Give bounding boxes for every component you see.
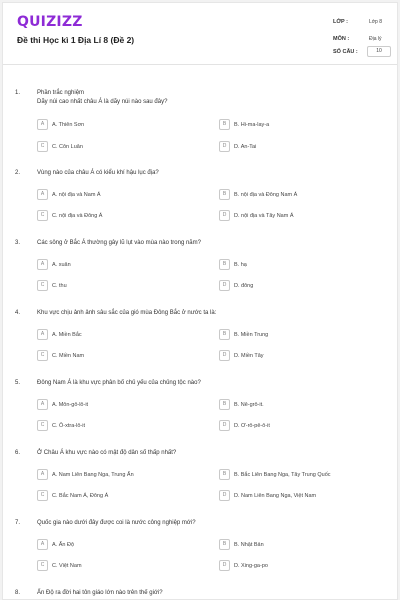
meta-count-row — [333, 46, 395, 58]
option-text: C. thu — [52, 283, 67, 289]
option-letter: B — [219, 469, 230, 480]
option-text: B. Nê-grô-it. — [234, 402, 264, 408]
question-number: 7. — [15, 520, 21, 526]
question-number: 1. — [15, 90, 21, 96]
option-b[interactable] — [219, 259, 379, 271]
option-text: C. Ô-xtra-lô-it — [52, 423, 85, 429]
option-letter: B — [219, 329, 230, 340]
option-letter: C — [37, 350, 48, 361]
question-item — [3, 579, 398, 600]
option-text: D. Nam Liên Bang Nga, Việt Nam — [234, 493, 317, 499]
worksheet-page — [2, 2, 398, 600]
option-c[interactable] — [37, 420, 197, 432]
worksheet-header — [3, 3, 397, 65]
option-text: D. An-Tai — [234, 144, 257, 150]
option-letter: A — [37, 189, 48, 200]
option-c[interactable] — [37, 490, 197, 502]
option-text: B. Nhật Bản — [234, 542, 264, 548]
option-b[interactable] — [219, 119, 379, 131]
option-letter: C — [37, 210, 48, 221]
meta-count-label: SỐ CÂU : — [333, 49, 358, 55]
option-c[interactable] — [37, 350, 197, 362]
question-item — [3, 159, 398, 229]
option-letter: A — [37, 469, 48, 480]
option-letter: C — [37, 141, 48, 152]
section-title: Phần trắc nghiệm — [37, 90, 85, 96]
option-letter: C — [37, 490, 48, 501]
option-text: A. Nam Liên Bang Nga, Trung Ấn — [52, 472, 134, 478]
question-item — [3, 79, 398, 149]
option-letter: B — [219, 259, 230, 270]
option-a[interactable] — [37, 469, 197, 481]
worksheet-title: Đề thi Học kì 1 Địa Lí 8 (Đề 2) — [17, 35, 135, 45]
option-text: B. Bắc Liên Bang Nga, Tây Trung Quốc — [234, 472, 331, 478]
meta-subject-label: MÔN : — [333, 36, 350, 42]
option-text: C. nội địa và Đông Á — [52, 213, 103, 219]
option-text: A. Ấn Độ — [52, 542, 75, 548]
meta-count-value: 10 — [367, 46, 391, 57]
question-item — [3, 439, 398, 509]
question-number: 2. — [15, 170, 21, 176]
question-number: 4. — [15, 310, 21, 316]
option-a[interactable] — [37, 259, 197, 271]
option-letter: A — [37, 539, 48, 550]
option-letter: D — [219, 280, 230, 291]
option-b[interactable] — [219, 539, 379, 551]
option-text: D. Xing-ga-po — [234, 563, 268, 569]
option-text: A. Thiên Sơn — [52, 122, 85, 128]
question-number: 6. — [15, 450, 21, 456]
option-text: D. Ơ-rô-pê-ô-it — [234, 423, 270, 429]
option-c[interactable] — [37, 560, 197, 572]
option-letter: B — [219, 399, 230, 410]
option-letter: B — [219, 539, 230, 550]
option-c[interactable] — [37, 280, 197, 292]
meta-class-value: Lớp 8 — [369, 19, 383, 25]
option-text: D. đông — [234, 283, 254, 289]
option-text: A. xuân — [52, 262, 71, 268]
option-b[interactable] — [219, 399, 379, 411]
question-number: 5. — [15, 380, 21, 386]
option-letter: B — [219, 119, 230, 130]
option-text: D. Miền Tây — [234, 353, 264, 359]
question-text: Ở Châu Á khu vực nào có mật độ dân số thấp nhất? — [37, 450, 177, 456]
option-a[interactable] — [37, 539, 197, 551]
question-text: Dãy núi cao nhất châu Á là dãy núi nào sau đây? — [37, 99, 168, 105]
option-c[interactable] — [37, 141, 197, 153]
option-d[interactable] — [219, 280, 379, 292]
question-text: Đông Nam Á là khu vực phân bố chủ yếu của chủng tộc nào? — [37, 380, 201, 386]
option-c[interactable] — [37, 210, 197, 222]
question-number: 8. — [15, 590, 21, 596]
meta-class-row — [333, 16, 395, 28]
question-item — [3, 299, 398, 369]
question-item — [3, 509, 398, 579]
option-d[interactable] — [219, 490, 379, 502]
option-letter: C — [37, 420, 48, 431]
question-text: Ấn Độ ra đời hai tôn giáo lớn nào trên thế giới? — [37, 590, 163, 596]
option-d[interactable] — [219, 210, 379, 222]
question-text: Khu vực chịu ảnh ảnh sâu sắc của gió mùa Đông Bắc ở nước ta là: — [37, 310, 217, 316]
option-text: A. Miền Bắc — [52, 332, 82, 338]
option-b[interactable] — [219, 189, 379, 201]
question-item — [3, 369, 398, 439]
question-text: Các sông ở Bắc Á thường gây lũ lụt vào mùa nào trong năm? — [37, 240, 201, 246]
option-letter: A — [37, 399, 48, 410]
meta-class-label: LỚP : — [333, 19, 348, 25]
meta-subject-value: Địa lý — [369, 36, 382, 42]
option-letter: C — [37, 560, 48, 571]
question-text: Vùng nào của châu Á có kiểu khí hậu lục địa? — [37, 170, 159, 176]
option-a[interactable] — [37, 119, 197, 131]
option-letter: A — [37, 119, 48, 130]
option-text: B. hạ — [234, 262, 247, 268]
option-a[interactable] — [37, 399, 197, 411]
option-text: A. nội địa và Nam Á — [52, 192, 101, 198]
option-text: B. nội địa và Đông Nam Á — [234, 192, 298, 198]
question-text: Quốc gia nào dưới đây được coi là nước công nghiệp mới? — [37, 520, 196, 526]
option-a[interactable] — [37, 329, 197, 341]
option-d[interactable] — [219, 420, 379, 432]
option-d[interactable] — [219, 350, 379, 362]
option-letter: D — [219, 210, 230, 221]
option-text: C. Việt Nam — [52, 563, 82, 569]
question-number: 3. — [15, 240, 21, 246]
option-letter: B — [219, 189, 230, 200]
option-letter: D — [219, 420, 230, 431]
question-item — [3, 229, 398, 299]
option-a[interactable] — [37, 189, 197, 201]
option-b[interactable] — [219, 469, 379, 481]
option-text: B. Miền Trung — [234, 332, 269, 338]
meta-subject-row — [333, 33, 395, 45]
option-text: C. Bắc Nam Á, Đông Á — [52, 493, 109, 499]
option-text: C. Miền Nam — [52, 353, 85, 359]
quizizz-logo: QUIZIZZ — [17, 14, 83, 30]
option-letter: D — [219, 350, 230, 361]
option-letter: D — [219, 490, 230, 501]
option-d[interactable] — [219, 560, 379, 572]
option-text: A. Môn-gô-lô-it — [52, 402, 89, 408]
option-b[interactable] — [219, 329, 379, 341]
option-text: C. Côn Luân — [52, 144, 83, 150]
option-letter: A — [37, 259, 48, 270]
option-letter: A — [37, 329, 48, 340]
option-text: B. Hi-ma-lay-a — [234, 122, 270, 128]
option-letter: D — [219, 141, 230, 152]
option-d[interactable] — [219, 141, 379, 153]
option-text: D. nội địa và Tây Nam Á — [234, 213, 294, 219]
option-letter: C — [37, 280, 48, 291]
option-letter: D — [219, 560, 230, 571]
